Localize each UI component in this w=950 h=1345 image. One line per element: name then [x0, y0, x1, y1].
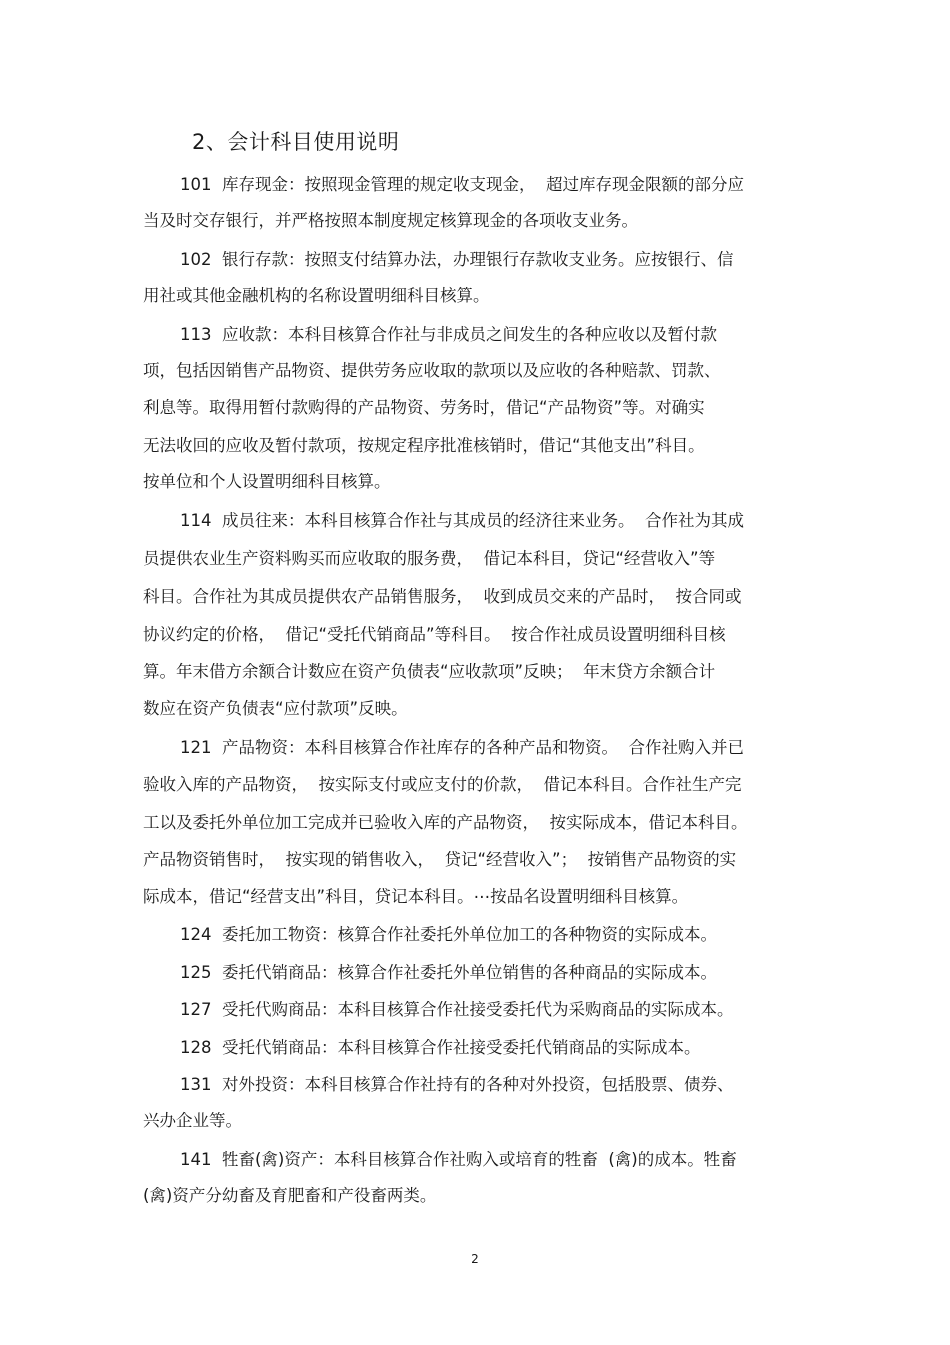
paragraph-line: 际成本，借记“经营支出”科目，贷记本科目。⋯按品名设置明细科目核算。	[143, 887, 689, 906]
paragraph-line: 用社或其他金融机构的名称设置明细科目核算。	[143, 286, 490, 305]
paragraph-line: 利息等。取得用暂付款购得的产品物资、劳务时，借记“产品物资”等。对确实	[143, 398, 705, 417]
paragraph-line: 按单位和个人设置明细科目核算。	[143, 472, 391, 491]
paragraph-line: 数应在资产负债表“应付款项”反映。	[143, 699, 408, 718]
paragraph-line: 114 成员往来：本科目核算合作社与其成员的经济往来业务。 合作社为其成	[180, 511, 744, 530]
paragraph-line: 兴办企业等。	[143, 1111, 242, 1130]
paragraph-line: 125 委托代销商品：核算合作社委托外单位销售的各种商品的实际成本。	[180, 963, 717, 982]
paragraph-line: 102 银行存款：按照支付结算办法，办理银行存款收支业务。应按银行、信	[180, 250, 734, 269]
paragraph-line: 算。年末借方余额合计数应在资产负债表“应收款项”反映； 年末贷方余额合计	[143, 662, 716, 681]
paragraph-line: 101 库存现金：按照现金管理的规定收支现金， 超过库存现金限额的部分应	[180, 175, 744, 194]
paragraph-line: 127 受托代购商品：本科目核算合作社接受委托代为采购商品的实际成本。	[180, 1000, 734, 1019]
paragraph-line: 113 应收款：本科目核算合作社与非成员之间发生的各种应收以及暂付款	[180, 325, 717, 344]
paragraph-line: 工以及委托外单位加工完成并已验收入库的产品物资， 按实际成本，借记本科目。	[143, 813, 748, 832]
paragraph-line: 121 产品物资：本科目核算合作社库存的各种产品和物资。 合作社购入并已	[180, 738, 744, 757]
paragraph-line: 当及时交存银行，并严格按照本制度规定核算现金的各项收支业务。	[143, 211, 638, 230]
section-heading: 2、会计科目使用说明	[192, 130, 400, 154]
paragraph-line: (禽)资产分幼畜及育肥畜和产役畜两类。	[143, 1186, 437, 1205]
page-number: 2	[471, 1252, 479, 1266]
paragraph-line: 128 受托代销商品：本科目核算合作社接受委托代销商品的实际成本。	[180, 1038, 701, 1057]
paragraph-line: 无法收回的应收及暂付款项，按规定程序批准核销时，借记“其他支出”科目。	[143, 436, 705, 455]
paragraph-line: 员提供农业生产资料购买而应收取的服务费， 借记本科目，贷记“经营收入”等	[143, 549, 716, 568]
paragraph-line: 科目。合作社为其成员提供农产品销售服务， 收到成员交来的产品时， 按合同或	[143, 587, 742, 606]
paragraph-line: 124 委托加工物资：核算合作社委托外单位加工的各种物资的实际成本。	[180, 925, 717, 944]
paragraph-line: 协议约定的价格， 借记“受托代销商品”等科目。 按合作社成员设置明细科目核	[143, 625, 726, 644]
paragraph-line: 项，包括因销售产品物资、提供劳务应收取的款项以及应收的各种赔款、罚款、	[143, 361, 721, 380]
paragraph-line: 141 牲畜(禽)资产：本科目核算合作社购入或培育的牲畜 (禽)的成本。牲畜	[180, 1150, 737, 1169]
paragraph-line: 验收入库的产品物资， 按实际支付或应支付的价款， 借记本科目。合作社生产完	[143, 775, 742, 794]
paragraph-line: 131 对外投资：本科目核算合作社持有的各种对外投资，包括股票、债券、	[180, 1075, 734, 1094]
paragraph-line: 产品物资销售时， 按实现的销售收入， 贷记“经营收入”； 按销售产品物资的实	[143, 850, 737, 869]
